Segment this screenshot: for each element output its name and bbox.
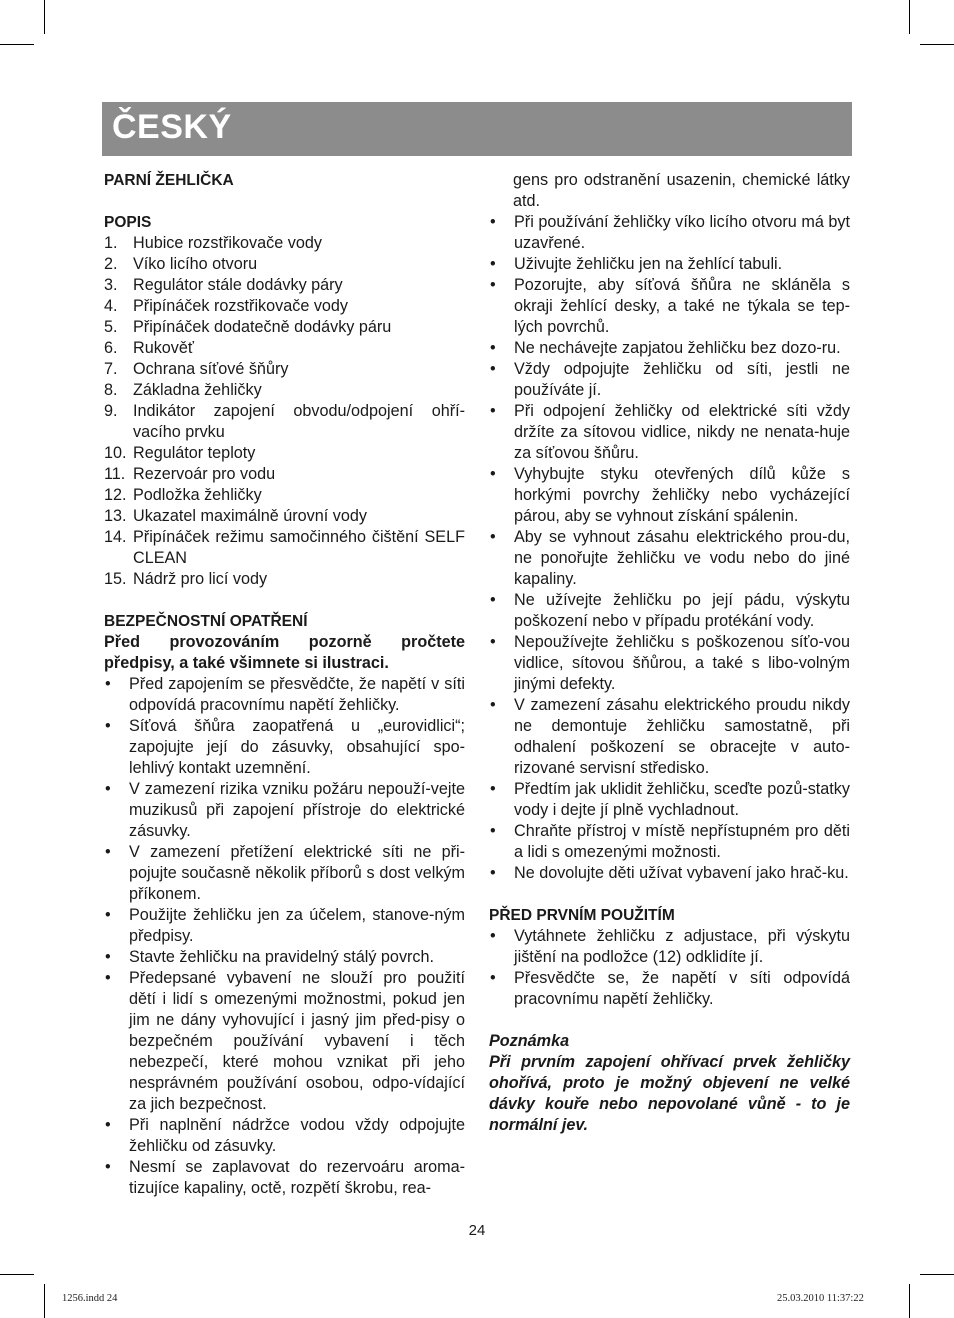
first-use-title: PŘED PRVNÍM POUŽITÍM: [489, 907, 675, 924]
part-label: Rezervoár pro vodu: [133, 465, 276, 483]
safety-list-left: [104, 674, 465, 1199]
description-title: POPIS: [104, 214, 152, 231]
part-label: Rukověť: [133, 339, 194, 357]
bullet-text: Uživujte žehličku jen na žehlící tabuli.: [514, 255, 783, 273]
part-number: 11.: [104, 465, 126, 483]
date-slug: 25.03.2010 11:37:22: [777, 1293, 864, 1304]
part-number: 3.: [104, 276, 118, 294]
bullet-text: Nesmí se zaplavovat do rezervoáru aroma-tizujíce kapaliny, octě, rozpětí škrobu, rea-: [129, 1158, 465, 1197]
part-number: 7.: [104, 360, 118, 378]
bullet-item: [489, 821, 850, 863]
bullet-icon: •: [490, 864, 496, 882]
bullet-item: [489, 863, 850, 884]
part-label: Nádrž pro licí vody: [133, 570, 268, 588]
bullet-icon: •: [105, 1116, 111, 1134]
bullet-text: Nepoužívejte žehličku s poškozenou síťo-vou vidlice, sítovou šňůrou, a také s libo-volným jinými defekty.: [514, 633, 850, 693]
part-number: 5.: [104, 318, 118, 336]
safety-intro: Před provozováním pozorně pročtete předpisy, a také všimnete si ilustraci.: [104, 633, 465, 672]
part-item: [104, 233, 465, 254]
bullet-text: Předepsané vybavení ne slouží pro použití dětí i lidí s omezenými možnostmi, pokud jen jim ne dány vyhovující i jasný jim před-pisy o bezpečném používání vybavení i těch nebezpečí, které mohou vznikat při jeho nesprávném používání osobou, odpo-vídající za jich bezpečnost.: [129, 969, 465, 1113]
bullet-icon: •: [490, 591, 496, 609]
bullet-icon: •: [490, 633, 496, 651]
bullet-text: Pozorujte, aby síťová šňůra ne skláněla s okraji žehlící desky, a také ne týkala se tep-lých povrchů.: [514, 276, 850, 336]
part-number: 1.: [104, 234, 118, 252]
bullet-icon: •: [105, 969, 111, 987]
bullet-text: Při naplnění nádržce vodou vždy odpojujte žehličku od zásuvky.: [129, 1116, 465, 1155]
part-number: 2.: [104, 255, 118, 273]
part-number: 6.: [104, 339, 118, 357]
part-label: Připínáček rozstřikovače vody: [133, 297, 349, 315]
part-label: Základna žehličky: [133, 381, 262, 399]
parts-list: [104, 233, 465, 590]
part-label: Indikátor zapojení obvodu/odpojení ohří-vacího prvku: [133, 402, 465, 441]
part-item: [104, 275, 465, 296]
bullet-text: Při odpojení žehličky od elektrické síti vždy držíte za sítovou vidlice, nikdy ne nenata-huje za síťovou šňůru.: [514, 402, 850, 462]
left-column: [104, 170, 465, 1199]
bullet-item: [104, 1115, 465, 1157]
part-item: [104, 527, 465, 569]
bullet-item: [489, 359, 850, 401]
bullet-item: [104, 674, 465, 716]
bullet-text: V zamezení rizika vzniku požáru nepouží-vejte muzikusů při zapojení přístroje do elektrické zásuvky.: [129, 780, 465, 840]
crop-mark: [0, 44, 34, 45]
part-number: 13.: [104, 507, 127, 525]
bullet-icon: •: [490, 360, 496, 378]
bullet-item: [489, 590, 850, 632]
file-slug: 1256.indd 24: [62, 1293, 118, 1304]
part-number: 4.: [104, 297, 118, 315]
part-item: [104, 464, 465, 485]
bullet-text: Před zapojením se přesvědčte, že napětí v síti odpovídá pracovnímu napětí žehličky.: [129, 675, 465, 714]
part-label: Regulátor stále dodávky páry: [133, 276, 343, 294]
bullet-item: [489, 527, 850, 590]
bullet-item: [489, 212, 850, 254]
bullet-text: Stavte žehličku na pravidelný stálý povrch.: [129, 948, 435, 966]
bullet-icon: •: [490, 339, 496, 357]
part-item: [104, 401, 465, 443]
crop-mark: [44, 0, 45, 34]
bullet-text: Ne dovolujte děti užívat vybavení jako hrač-ku.: [514, 864, 849, 882]
bullet-item: [489, 632, 850, 695]
part-label: Hubice rozstřikovače vody: [133, 234, 322, 252]
bullet-item: [489, 695, 850, 779]
bullet-icon: •: [490, 528, 496, 546]
language-title: ČESKÝ: [112, 108, 232, 146]
bullet-item: [104, 947, 465, 968]
bullet-icon: •: [490, 780, 496, 798]
bullet-item: [104, 1157, 465, 1199]
part-number: 9.: [104, 402, 118, 420]
part-item: [104, 359, 465, 380]
bullet-text: Při používání žehličky víko licího otvoru má byt uzavřené.: [514, 213, 850, 252]
note-title: Poznámka: [489, 1032, 570, 1050]
safety-list-right: [489, 212, 850, 884]
part-number: 14.: [104, 528, 127, 546]
part-label: Podložka žehličky: [133, 486, 262, 504]
part-item: [104, 296, 465, 317]
bullet-text: Předtím jak uklidit žehličku, sceďte pozů-statky vody i dejte jí plně vychladnout.: [514, 780, 850, 819]
bullet-icon: •: [490, 402, 496, 420]
part-label: Připínáček dodatečně dodávky páru: [133, 318, 392, 336]
bullet-icon: •: [490, 969, 496, 987]
bullet-icon: •: [490, 927, 496, 945]
bullet-text: Vyhybujte styku otevřených dílů kůže s horkými povrchy žehličky nebo vycházející párou, aby se vyhnout získání spálenin.: [514, 465, 850, 525]
bullet-text: Vytáhnete žehličku z adjustace, při výskytu jištění na podložce (12) odklidíte jí.: [514, 927, 850, 966]
language-header: [102, 102, 852, 156]
bullet-icon: •: [490, 276, 496, 294]
bullet-item: [104, 968, 465, 1115]
bullet-icon: •: [105, 843, 111, 861]
right-column: [489, 170, 850, 1136]
bullet-item: [489, 926, 850, 968]
bullet-icon: •: [490, 255, 496, 273]
part-label: Víko licího otvoru: [133, 255, 258, 273]
bullet-icon: •: [105, 780, 111, 798]
part-number: 12.: [104, 486, 127, 504]
part-item: [104, 569, 465, 590]
part-number: 15.: [104, 570, 127, 588]
bullet-text: V zamezení zásahu elektrického proudu nikdy ne demontuje žehličku samostatně, při odhalení poškození se obracejte v auto-rizované servisní středisko.: [514, 696, 850, 777]
crop-mark: [909, 0, 910, 34]
bullet-icon: •: [490, 822, 496, 840]
continued-text: gens pro odstranění usazenin, chemické látky atd.: [513, 171, 850, 210]
part-label: Ukazatel maximálně úrovní vody: [133, 507, 367, 525]
crop-mark: [920, 1274, 954, 1275]
part-label: Regulátor teploty: [133, 444, 256, 462]
part-item: [104, 506, 465, 527]
bullet-item: [489, 968, 850, 1010]
part-number: 10.: [104, 444, 127, 462]
page-number: 24: [468, 1222, 486, 1239]
bullet-item: [104, 716, 465, 779]
part-item: [104, 317, 465, 338]
part-item: [104, 443, 465, 464]
bullet-item: [489, 401, 850, 464]
bullet-text: Ne užívejte žehličku po její pádu, výskytu poškození nebo v případu protékání vody.: [514, 591, 850, 630]
first-use-list: [489, 926, 850, 1010]
bullet-item: [489, 464, 850, 527]
bullet-text: Chraňte přístroj v místě nepřístupném pro děti a lidi s omezenými možnosti.: [514, 822, 850, 861]
part-item: [104, 254, 465, 275]
bullet-icon: •: [490, 465, 496, 483]
bullet-text: Síťová šňůra zaopatřená u „eurovidlici“; zapojujte její do zásuvky, obsahující spo-lehlivý kontakt uzemnění.: [129, 717, 465, 777]
crop-mark: [0, 1274, 34, 1275]
note-text: Při prvním zapojení ohřívací prvek žehličky ohořívá, proto je možný objevení ne velké dávky kouře nebo nepovolané vůně - to je normální jev.: [489, 1053, 850, 1134]
bullet-item: [104, 905, 465, 947]
crop-mark: [44, 1284, 45, 1318]
bullet-text: Aby se vyhnout zásahu elektrického prou-du, ne ponořujte žehličku ve vodu nebo do jiné kapaliny.: [514, 528, 850, 588]
part-item: [104, 485, 465, 506]
bullet-item: [489, 779, 850, 821]
bullet-text: Ne nechávejte zapjatou žehličku bez dozo-ru.: [514, 339, 841, 357]
bullet-icon: •: [490, 696, 496, 714]
bullet-icon: •: [105, 717, 111, 735]
safety-title: BEZPEČNOSTNÍ OPATŘENÍ: [104, 613, 308, 630]
crop-mark: [909, 1284, 910, 1318]
bullet-item: [489, 338, 850, 359]
bullet-text: Přesvědčte se, že napětí v síti odpovídá pracovnímu napětí žehličky.: [514, 969, 850, 1008]
part-number: 8.: [104, 381, 118, 399]
part-label: Připínáček režimu samočinného čištění SELF CLEAN: [133, 528, 465, 567]
bullet-text: Vždy odpojujte žehličku od síti, jestli ne používáte jí.: [514, 360, 850, 399]
bullet-text: V zamezení přetížení elektrické síti ne při-pojujte současně několik příborů s dost velkým příkonem.: [129, 843, 465, 903]
bullet-item: [489, 275, 850, 338]
bullet-item: [104, 842, 465, 905]
bullet-icon: •: [105, 906, 111, 924]
bullet-icon: •: [105, 1158, 111, 1176]
bullet-icon: •: [105, 675, 111, 693]
bullet-icon: •: [105, 948, 111, 966]
bullet-item: [489, 254, 850, 275]
bullet-icon: •: [490, 213, 496, 231]
product-title: PARNÍ ŽEHLIČKA: [104, 172, 234, 189]
part-item: [104, 380, 465, 401]
crop-mark: [920, 44, 954, 45]
part-item: [104, 338, 465, 359]
bullet-text: Použijte žehličku jen za účelem, stanove-ným předpisy.: [129, 906, 465, 945]
part-label: Ochrana síťové šňůry: [133, 360, 289, 378]
bullet-item: [104, 779, 465, 842]
